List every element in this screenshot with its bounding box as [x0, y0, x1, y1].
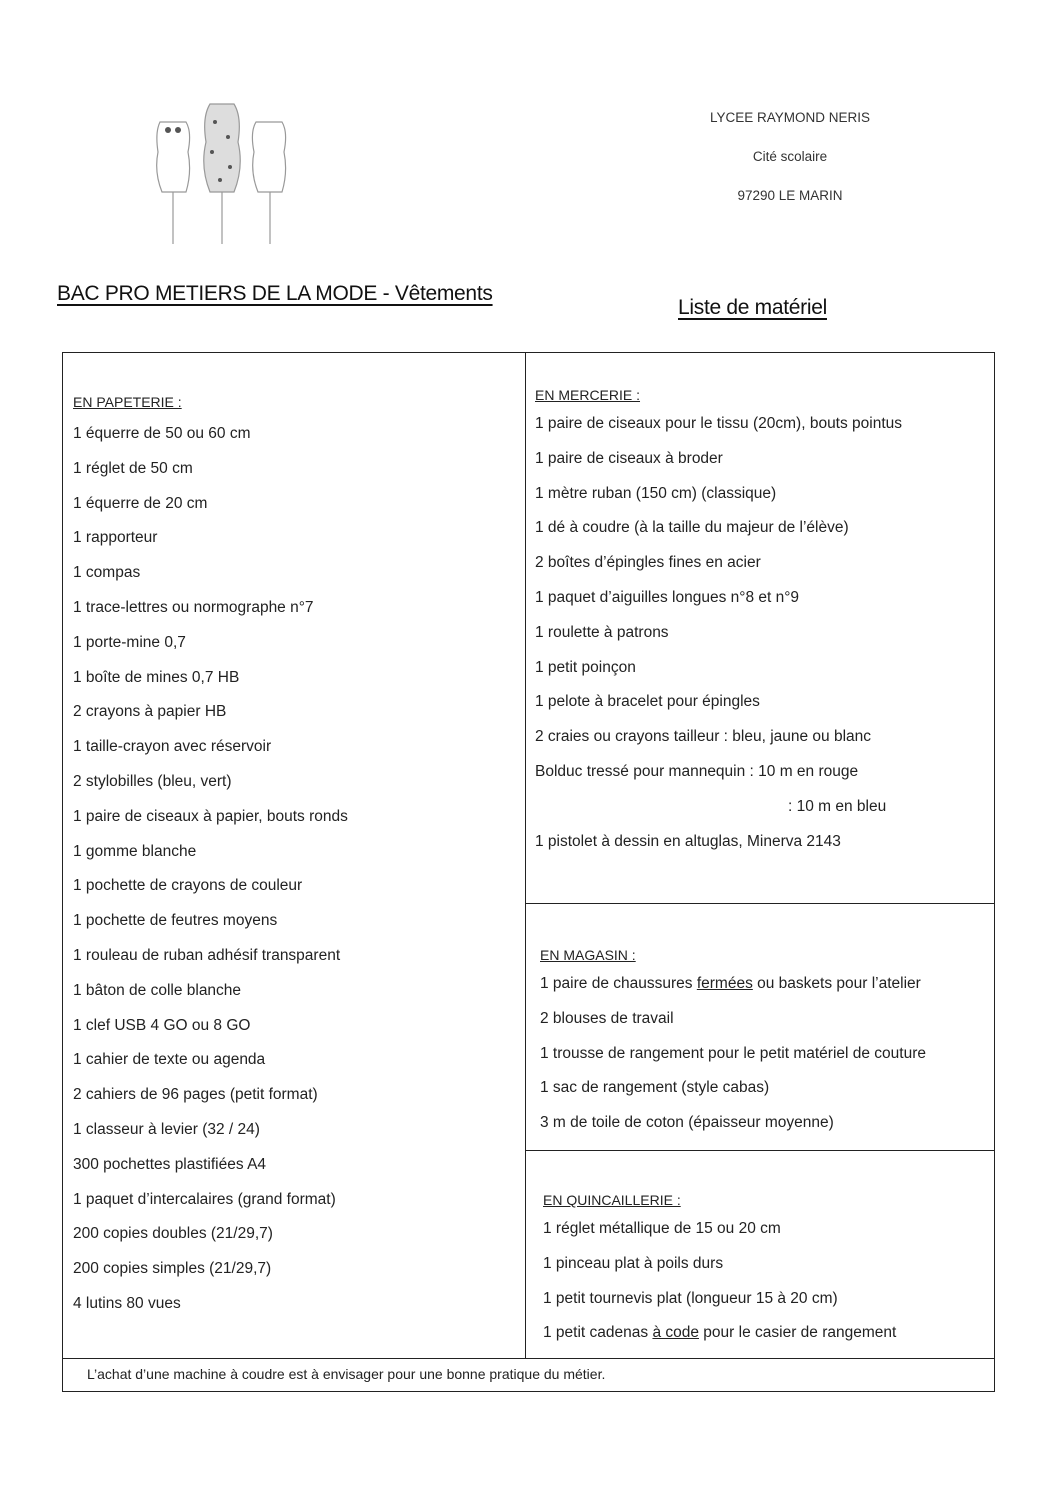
item-emphasis: fermées [696, 975, 753, 992]
list-item: 1 réglet de 50 cm [73, 459, 193, 477]
quincaillerie-section [543, 1192, 896, 1359]
item-text: 1 paire de chaussures [540, 975, 697, 992]
footer-note: L’achat d’une machine à coudre est à envisager pour une bonne pratique du métier. [87, 1366, 606, 1382]
school-name: LYCEE RAYMOND NERIS [709, 110, 871, 125]
list-item: 1 taille-crayon avec réservoir [73, 738, 272, 756]
list-item: 1 paquet d’aiguilles longues n°8 et n°9 [535, 588, 800, 606]
list-item: 1 paire de ciseaux à papier, bouts ronds [73, 807, 348, 825]
list-item: 1 bâton de colle blanche [73, 981, 242, 999]
list-item: 4 lutins 80 vues [73, 1294, 181, 1312]
list-item: Bolduc tressé pour mannequin : 10 m en rouge [535, 762, 859, 780]
list-item: 2 stylobilles (bleu, vert) [73, 772, 232, 790]
item-text: 1 petit cadenas [543, 1324, 653, 1342]
list-item: 1 classeur à levier (32 / 24) [73, 1120, 260, 1138]
list-item: 1 trousse de rangement pour le petit matériel de couture [540, 1044, 927, 1062]
list-item [543, 1324, 896, 1359]
list-item: 1 paire de ciseaux à broder [535, 449, 723, 467]
list-item: 1 boîte de mines 0,7 HB [73, 668, 240, 686]
list-item: 1 porte-mine 0,7 [73, 633, 186, 651]
list-item: 1 rapporteur [73, 529, 158, 547]
list-item: 3 m de toile de coton (épaisseur moyenne) [540, 1114, 834, 1132]
list-item: 1 pinceau plat à poils durs [543, 1254, 724, 1272]
school-address-line: Cité scolaire [752, 149, 828, 164]
mercerie-heading: EN MERCERIE : [535, 387, 641, 403]
papeterie-heading: EN PAPETERIE : [73, 394, 182, 410]
list-item: 1 petit tournevis plat (longueur 15 à 20 cm) [543, 1289, 838, 1307]
item-emphasis: à code [652, 1324, 699, 1342]
mercerie-section [535, 387, 902, 867]
list-item: 1 compas [73, 564, 141, 582]
list-item: 1 pochette de feutres moyens [73, 912, 278, 930]
list-item: 1 pelote à bracelet pour épingles [535, 693, 760, 711]
list-item: 2 boîtes d’épingles fines en acier [535, 554, 761, 572]
list-item: 1 mètre ruban (150 cm) (classique) [535, 484, 777, 502]
item-text: pour le casier de rangement [699, 1324, 897, 1342]
list-item: 1 rouleau de ruban adhésif transparent [73, 946, 341, 964]
list-item: 2 cahiers de 96 pages (petit format) [73, 1086, 318, 1104]
list-item: 1 sac de rangement (style cabas) [540, 1079, 770, 1097]
list-item [540, 975, 926, 1010]
list-item: 1 gomme blanche [73, 842, 197, 860]
school-city: 97290 LE MARIN [737, 188, 843, 203]
column-divider [525, 352, 526, 1358]
section-divider [526, 1150, 994, 1151]
list-item: 1 paire de ciseaux pour le tissu (20cm), bouts pointus [535, 415, 903, 432]
list-item: 200 copies simples (21/29,7) [73, 1260, 272, 1278]
list-item: 1 roulette à patrons [535, 623, 669, 641]
list-item: 2 crayons à papier HB [73, 703, 227, 721]
quincaillerie-heading: EN QUINCAILLERIE : [543, 1192, 681, 1208]
magasin-heading: EN MAGASIN : [540, 947, 636, 963]
magasin-section [540, 947, 926, 1149]
page-subtitle: Liste de matériel [678, 296, 827, 319]
dress-forms-logo [140, 92, 300, 257]
section-divider [526, 903, 994, 904]
list-item: 1 pistolet à dessin en altuglas, Minerva 2143 [535, 832, 841, 850]
list-item: 1 équerre de 50 ou 60 cm [73, 425, 251, 442]
item-text: ou baskets pour l’atelier [752, 975, 921, 992]
list-item: 2 craies ou crayons tailleur : bleu, jaune ou blanc [535, 728, 872, 746]
papeterie-section [73, 394, 348, 1330]
list-item: 1 cahier de texte ou agenda [73, 1051, 266, 1069]
list-item: 1 petit poinçon [535, 658, 636, 676]
list-item: : 10 m en bleu [788, 797, 887, 815]
list-item: 1 réglet métallique de 15 ou 20 cm [543, 1220, 781, 1237]
list-item: 300 pochettes plastifiées A4 [73, 1155, 267, 1173]
list-item: 1 clef USB 4 GO ou 8 GO [73, 1016, 251, 1034]
list-item: 200 copies doubles (21/29,7) [73, 1225, 273, 1243]
list-item: 1 équerre de 20 cm [73, 494, 208, 512]
page-title: BAC PRO METIERS DE LA MODE - Vêtements [57, 282, 493, 305]
list-item: 1 pochette de crayons de couleur [73, 877, 303, 895]
list-item: 1 dé à coudre (à la taille du majeur de l’élève) [535, 519, 849, 537]
list-item: 1 trace-lettres ou normographe n°7 [73, 598, 314, 616]
dress-forms-icon [140, 92, 300, 252]
list-item: 2 blouses de travail [540, 1009, 674, 1027]
list-item: 1 paquet d’intercalaires (grand format) [73, 1190, 336, 1208]
